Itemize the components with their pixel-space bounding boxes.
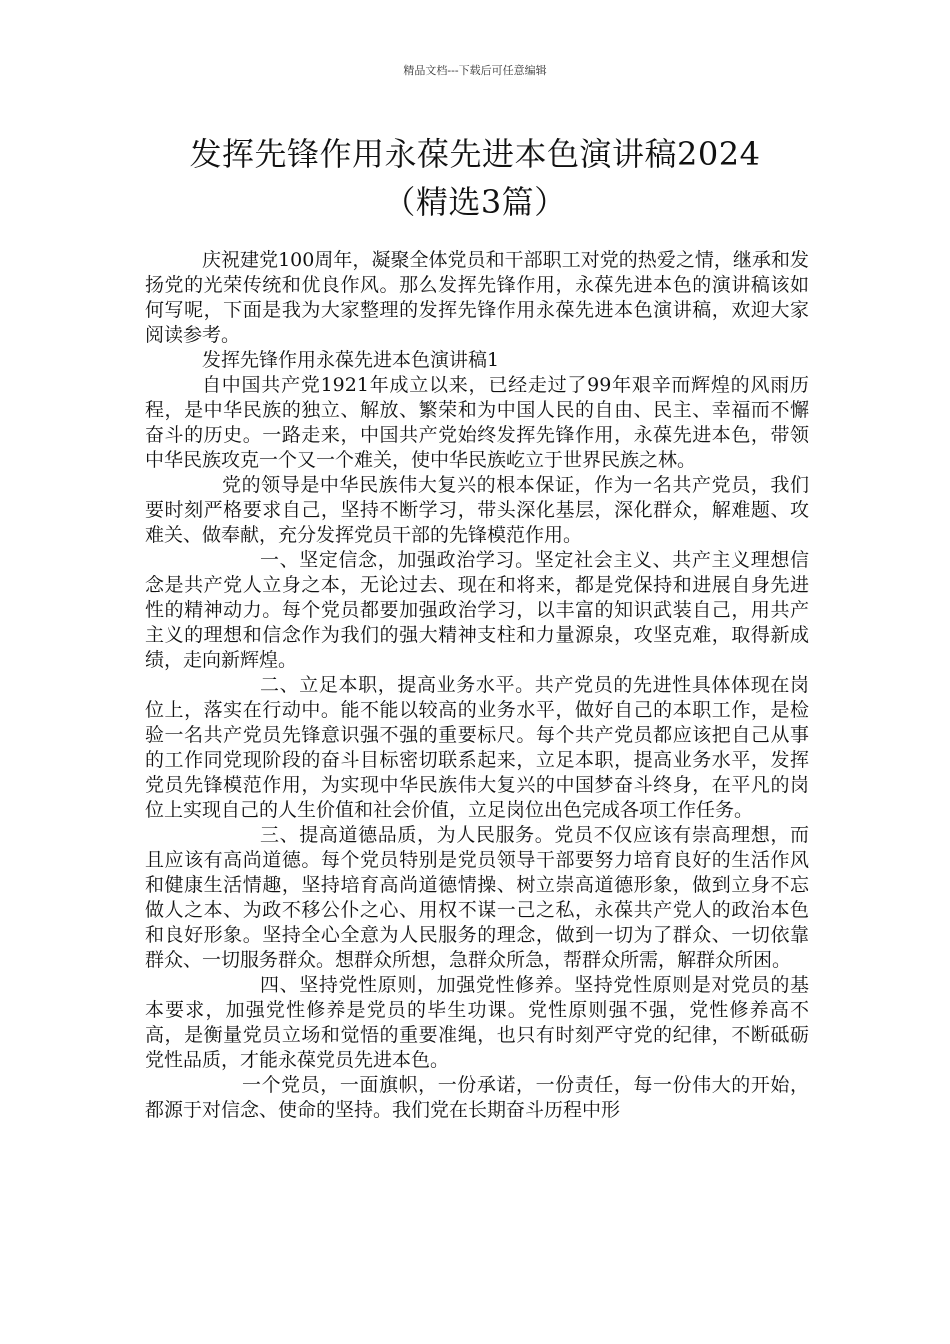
body-paragraph: 一个党员，一面旗帜，一份承诺，一份责任，每一份伟大的开始，都源于对信念、使命的坚持。我们党在长期奋斗历程中形 — [145, 1074, 809, 1121]
intro-paragraph: 庆祝建党100周年，凝聚全体党员和干部职工对党的热爱之情，继承和发扬党的光荣传统和优良作风。那么发挥先锋作用，永葆先进本色的演讲稿该如何写呢，下面是我为大家整理的发挥先锋作用永葆先进本色演讲稿，欢迎大家阅读参考。 — [145, 249, 809, 346]
body-paragraph: 自中国共产党1921年成立以来，已经走过了99年艰辛而辉煌的风雨历程，是中华民族的独立、解放、繁荣和为中国人民的自由、民主、幸福而不懈奋斗的历史。一路走来，中国共产党始终发挥先锋作用，永葆先进本色，带领中华民族攻克一个又一个难关，使中华民族屹立于世界民族之林。 — [145, 374, 809, 471]
body-paragraph: 党的领导是中华民族伟大复兴的根本保证，作为一名共产党员，我们要时刻严格要求自己，坚持不断学习，带头深化基层，深化群众，解难题、攻难关、做奉献，充分发挥党员干部的先锋模范作用。 — [145, 474, 809, 546]
body-paragraph: 二、立足本职，提高业务水平。共产党员的先进性具体体现在岗位上，落实在行动中。能不能以较高的业务水平，做好自己的本职工作，是检验一名共产党员先锋意识强不强的重要标尺。每个共产党员都应该把自己从事的工作同党现阶段的奋斗目标密切联系起来，立足本职，提高业务水平，发挥党员先锋模范作用，为实现中华民族伟大复兴的中国梦奋斗终身，在平凡的岗位上实现自己的人生价值和社会价值，立足岗位出色完成各项工作任务。 — [145, 674, 809, 821]
title-line-1: 发挥先锋作用永葆先进本色演讲稿2024 — [189, 135, 761, 173]
body-paragraph: 三、提高道德品质，为人民服务。党员不仅应该有崇高理想，而且应该有高尚道德。每个党员特别是党员领导干部要努力培育良好的生活作风和健康生活情趣，坚持培育高尚道德情操、树立崇高道德形象，做到立身不忘做人之本、为政不移公仆之心、用权不谋一己之私，永葆共产党人的政治本色和良好形象。坚持全心全意为人民服务的理念，做到一切为了群众、一切依靠群众、一切服务群众。想群众所想，急群众所急，帮群众所需，解群众所困。 — [145, 824, 809, 971]
document-body — [145, 248, 809, 1123]
body-paragraph: 一、坚定信念，加强政治学习。坚定社会主义、共产主义理想信念是共产党人立身之本，无论过去、现在和将来，都是党保持和进展自身先进性的精神动力。每个党员都要加强政治学习，以丰富的知识武装自己，用共产主义的理想和信念作为我们的强大精神支柱和力量源泉，攻坚克难，取得新成绩，走向新辉煌。 — [145, 549, 809, 671]
body-paragraph: 四、坚持党性原则，加强党性修养。坚持党性原则是对党员的基本要求，加强党性修养是党员的毕生功课。党性原则强不强，党性修养高不高，是衡量党员立场和觉悟的重要准绳，也只有时刻严守党的纪律，不断砥砺党性品质，才能永葆党员先进本色。 — [145, 974, 809, 1071]
document-title — [120, 130, 830, 226]
title-line-2: （精选3篇） — [383, 183, 567, 221]
section-heading: 发挥先锋作用永葆先进本色演讲稿1 — [202, 349, 500, 371]
page-header: 精品文档---下载后可任意编辑 — [403, 64, 547, 77]
